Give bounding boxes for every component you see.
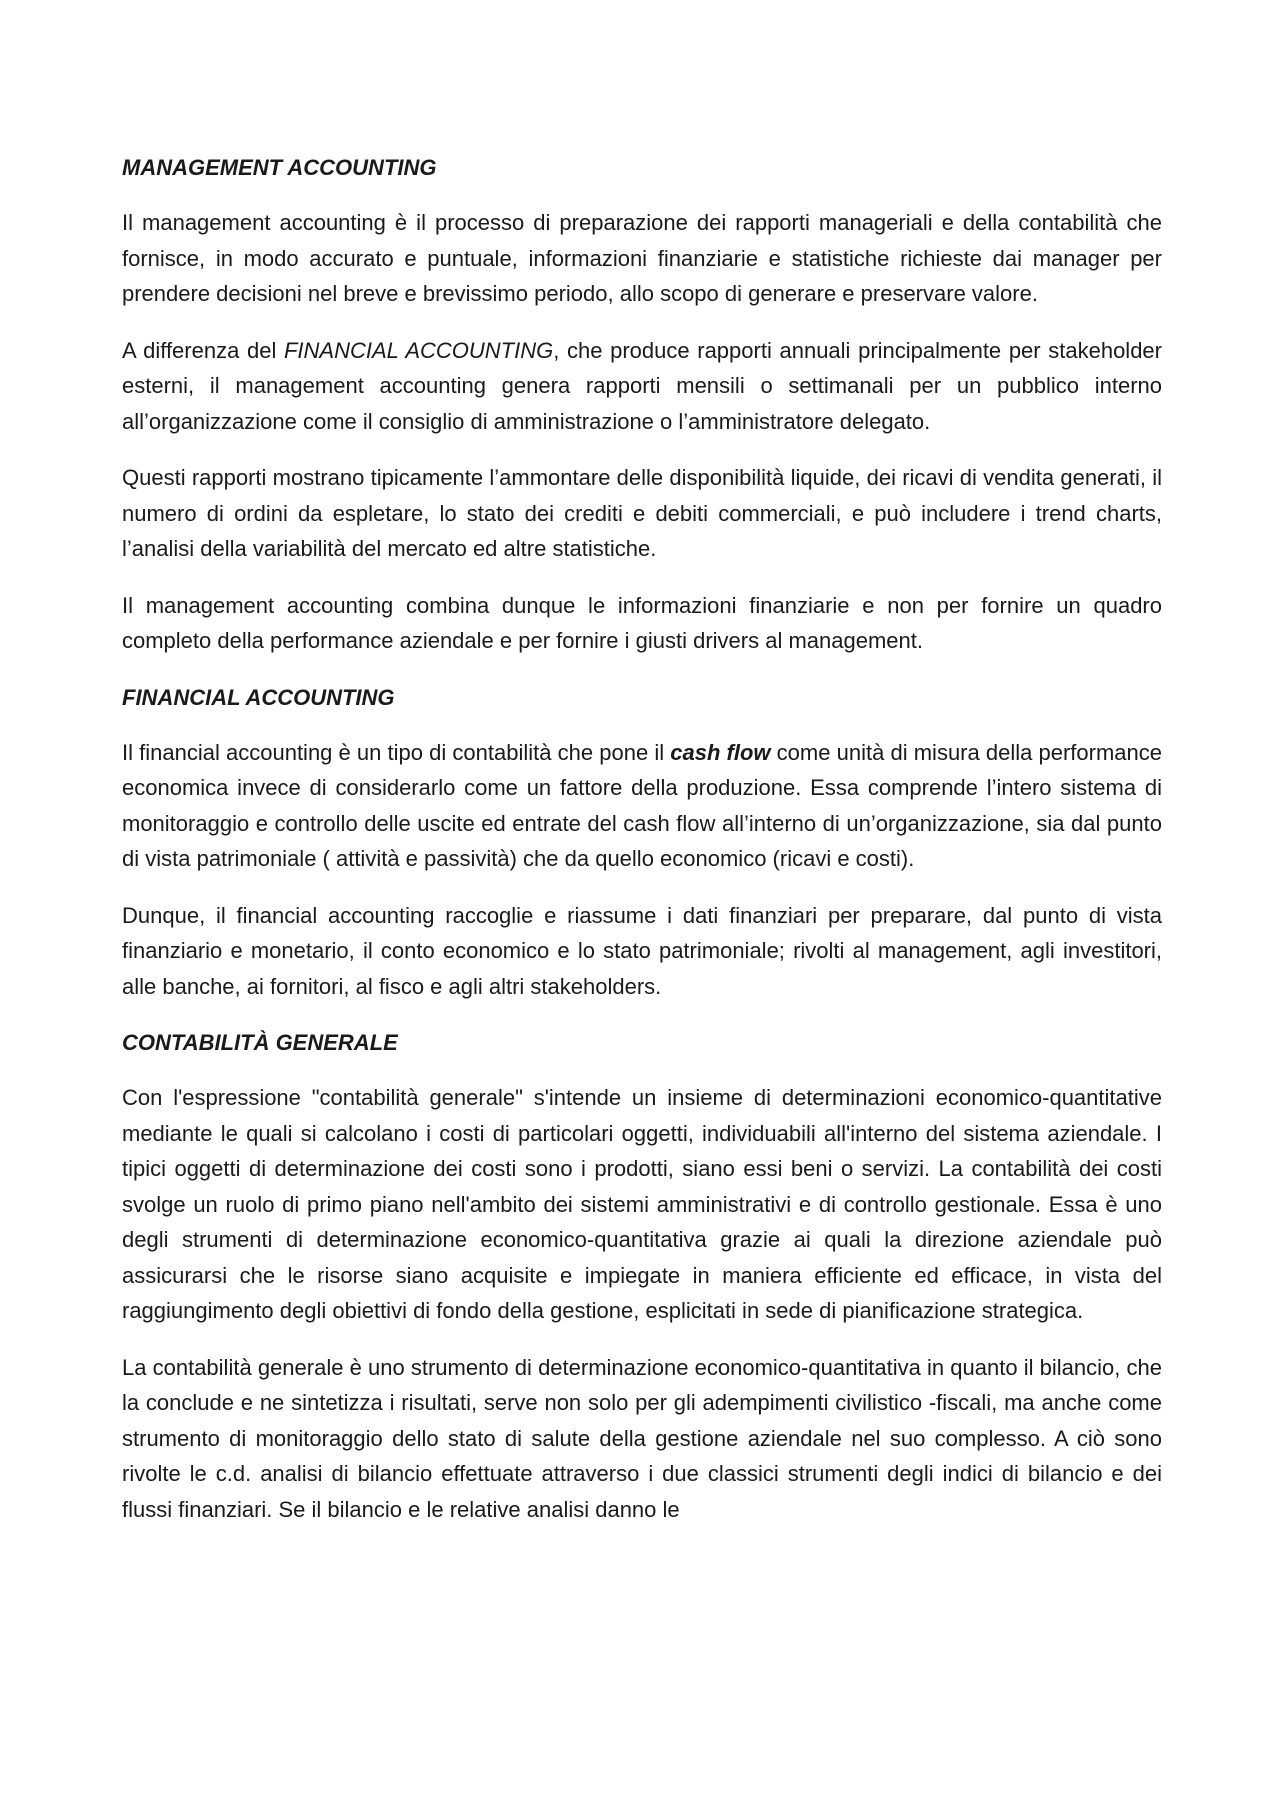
paragraph: La contabilità generale è uno strumento di determinazione economico-quantitativa in quanto il bilancio, che la conclude e ne sintetizza i risultati, serve non solo per gli adempimenti civilistico -fiscali, ma anche come strumento di monitoraggio dello stato di salute della gestione aziendale nel suo complesso. A ciò sono rivolte le c.d. analisi di bilancio effettuate attraverso i due classici strumenti degli indici di bilancio e dei flussi finanziari. Se il bilancio e le relative analisi danno le — [122, 1354, 1162, 1522]
paragraph: Il management accounting è il processo di preparazione dei rapporti manageriali e della contabilità che fornisce, in modo accurato e puntuale, informazioni finanziarie e statistiche richieste dai manager per prendere decisioni nel breve e brevissimo periodo, allo scopo di generare e preservare valore. — [122, 210, 1162, 306]
paragraph-text: Il financial accounting è un tipo di contabilità che pone il — [122, 739, 671, 765]
paragraph: Questi rapporti mostrano tipicamente l’ammontare delle disponibilità liquide, dei ricavi di vendita generati, il numero di ordini da espletare, lo stato dei crediti e debiti commerciali, e può includere i trend charts, l’analisi della variabilità del mercato ed altre statistiche. — [122, 465, 1162, 561]
paragraph-text: , che produce rapporti annuali principalmente per stakeholder esterni, il management accounting genera rapporti mensili o settimanali per un pubblico interno all’organizzazione come il consiglio di amministrazione o l’amministratore delegato. — [122, 337, 1162, 434]
paragraph: Con l'espressione "contabilità generale" s'intende un insieme di determinazioni economico-quantitative mediante le quali si calcolano i costi di particolari oggetti, individuabili all'interno del sistema aziendale. I tipici oggetti di determinazione dei costi sono i prodotti, siano essi beni o servizi. La contabilità dei costi svolge un ruolo di primo piano nell'ambito dei sistemi amministrativi e di controllo gestionale. Essa è uno degli strumenti di determinazione economico-quantitativa grazie ai quali la direzione aziendale può assicurarsi che le risorse siano acquisite e impiegate in maniera efficiente ed efficace, in vista del raggiungimento degli obiettivi di fondo della gestione, esplicitati in sede di pianificazione strategica. — [122, 1085, 1162, 1323]
emphasis-text: cash flow — [670, 739, 771, 765]
section-heading-financial-accounting: FINANCIAL ACCOUNTING — [122, 684, 395, 710]
section-heading-management-accounting: MANAGEMENT ACCOUNTING — [122, 155, 437, 180]
document-page — [122, 150, 1162, 1548]
paragraph: Il management accounting combina dunque le informazioni finanziarie e non per fornire un quadro completo della performance aziendale e per fornire i giusti drivers al management. — [122, 592, 1162, 653]
paragraph — [122, 735, 1162, 877]
paragraph-text: come unità di misura della performance economica invece di considerarlo come un fattore della produzione. Essa comprende l’intero sistema di monitoraggio e controllo delle uscite ed entrate del cash flow all’interno di un’organizzazione, sia dal punto di vista patrimoniale ( attività e passività) che da quello economico (ricavi e costi). — [122, 739, 1163, 871]
emphasis-text: FINANCIAL ACCOUNTING — [283, 337, 554, 363]
paragraph-text: A differenza del — [122, 337, 284, 363]
section-heading-contabilita-generale: CONTABILITÀ GENERALE — [122, 1030, 398, 1055]
paragraph: Dunque, il financial accounting raccoglie e riassume i dati finanziari per preparare, dal punto di vista finanziario e monetario, il conto economico e lo stato patrimoniale; rivolti al management, agli investitori, alle banche, ai fornitori, al fisco e agli altri stakeholders. — [122, 902, 1162, 999]
paragraph — [122, 333, 1162, 440]
